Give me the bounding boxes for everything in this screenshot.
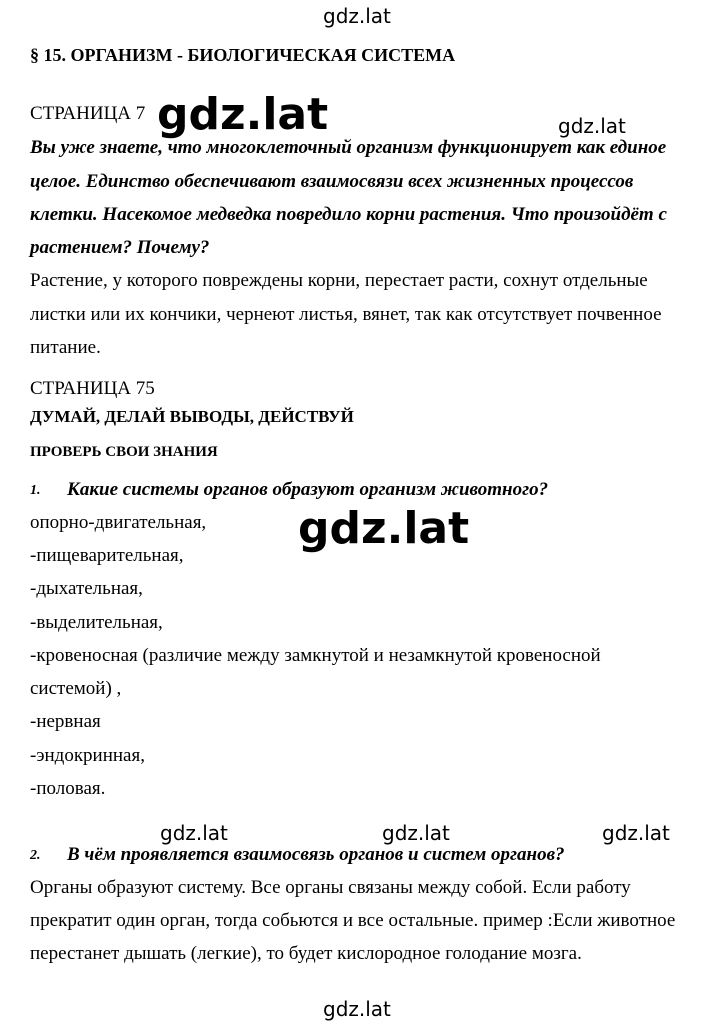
watermark-large-2: gdz.lat xyxy=(298,503,470,554)
watermark-row-1: gdz.lat xyxy=(160,821,228,845)
answer-line: Растение, у которого повреждены корни, перестает расти, сохнут отдельные xyxy=(30,270,648,291)
answer-line: -нервная xyxy=(30,711,101,732)
answer-line: -выделительная, xyxy=(30,612,163,633)
watermark-row-2: gdz.lat xyxy=(382,821,450,845)
section-title: § 15. ОРГАНИЗМ - БИОЛОГИЧЕСКАЯ СИСТЕМА xyxy=(30,45,456,65)
answer-line: перестанет дышать (легкие), то будет кислородное голодание мозга. xyxy=(30,943,582,964)
answer-line: питание. xyxy=(30,337,101,358)
answer-line: Органы образуют систему. Все органы связаны между собой. Если работу xyxy=(30,877,631,898)
answer-line: -пищеварительная, xyxy=(30,545,184,566)
watermark-right-1: gdz.lat xyxy=(558,114,626,138)
watermark-large-1: gdz.lat xyxy=(157,89,329,140)
question-line: клетки. Насекомое медведка повредило корни растения. Что произойдёт с xyxy=(30,204,667,225)
answer-line: -дыхательная, xyxy=(30,578,143,599)
page-75-heading: ДУМАЙ, ДЕЛАЙ ВЫВОДЫ, ДЕЙСТВУЙ xyxy=(30,407,354,426)
answer-line: опорно-двигательная, xyxy=(30,512,207,533)
answer-line: прекратит один орган, тогда собьются и все остальные. пример :Если животное xyxy=(30,910,676,931)
watermark-row-3: gdz.lat xyxy=(602,821,670,845)
question-2-text: В чём проявляется взаимосвязь органов и систем органов? xyxy=(67,844,565,865)
question-line: Вы уже знаете, что многоклеточный организм функционирует как единое xyxy=(30,137,667,158)
answer-line: -эндокринная, xyxy=(30,745,145,766)
watermark-top: gdz.lat xyxy=(323,4,391,28)
question-line: растением? Почему? xyxy=(30,237,210,258)
question-line: целое. Единство обеспечивают взаимосвязи всех жизненных процессов xyxy=(30,171,634,192)
page-74-label: СТРАНИЦА 7 xyxy=(30,103,146,124)
answer-line: системой) , xyxy=(30,678,122,699)
page-75-subheading: ПРОВЕРЬ СВОИ ЗНАНИЯ xyxy=(30,444,218,460)
answer-line: -кровеносная (различие между замкнутой и незамкнутой кровеносной xyxy=(30,645,601,666)
question-2-number: 2. xyxy=(30,848,41,863)
answer-line: -половая. xyxy=(30,778,106,799)
page-75-label: СТРАНИЦА 75 xyxy=(30,378,155,399)
answer-line: листки или их кончики, чернеют листья, вянет, так как отсутствует почвенное xyxy=(30,304,662,325)
watermark-bottom: gdz.lat xyxy=(323,997,391,1021)
question-1-text: Какие системы органов образуют организм животного? xyxy=(67,479,549,500)
question-1-number: 1. xyxy=(30,483,41,498)
